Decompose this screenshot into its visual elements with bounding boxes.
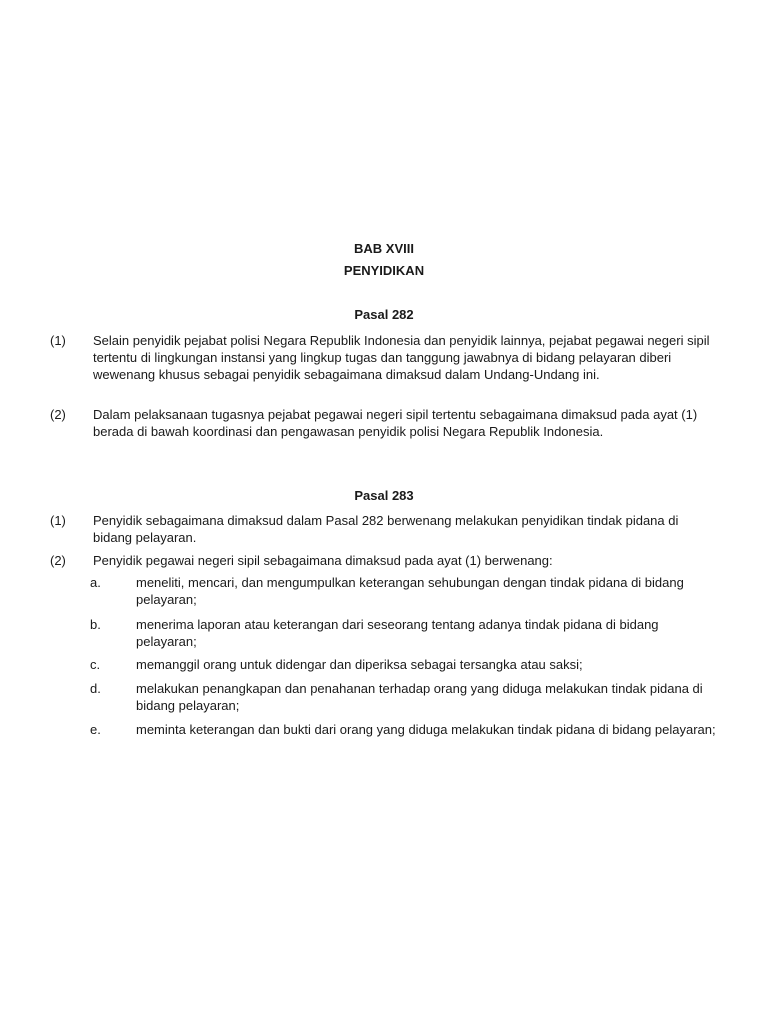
list-item-letter: c. bbox=[90, 657, 101, 672]
chapter-number: BAB XVIII bbox=[354, 241, 414, 256]
list-item-letter: e. bbox=[90, 722, 101, 737]
list-item-text: melakukan penangkapan dan penahanan terhadap orang yang diduga melakukan tindak pidana di bidang pelayaran; bbox=[136, 681, 703, 713]
list-item-letter: a. bbox=[90, 575, 101, 590]
pasal-283-heading: Pasal 283 bbox=[354, 488, 414, 503]
ayat-number: (1) bbox=[50, 513, 66, 528]
pasal-282-heading: Pasal 282 bbox=[354, 307, 414, 322]
list-item-text: meneliti, mencari, dan mengumpulkan keterangan sehubungan dengan tindak pidana di bidang pelayaran; bbox=[136, 575, 684, 607]
list-item-text: memanggil orang untuk didengar dan diperiksa sebagai tersangka atau saksi; bbox=[136, 657, 583, 672]
ayat-number: (2) bbox=[50, 553, 66, 568]
ayat-number: (2) bbox=[50, 407, 66, 422]
ayat-text: Penyidik sebagaimana dimaksud dalam Pasal 282 berwenang melakukan penyidikan tindak pidana di bidang pelayaran. bbox=[93, 513, 679, 545]
ayat-text: Dalam pelaksanaan tugasnya pejabat pegawai negeri sipil tertentu sebagaimana dimaksud pada ayat (1) berada di bawah koordinasi dan pengawasan penyidik polisi Negara Republik Indonesia. bbox=[93, 407, 698, 439]
chapter-title: PENYIDIKAN bbox=[343, 263, 425, 278]
list-item-letter: b. bbox=[90, 617, 101, 632]
list-item-text: menerima laporan atau keterangan dari seseorang tentang adanya tindak pidana di bidang pelayaran; bbox=[136, 617, 659, 649]
ayat-number: (1) bbox=[50, 333, 66, 348]
list-item-letter: d. bbox=[90, 681, 101, 696]
ayat-text: Selain penyidik pejabat polisi Negara Republik Indonesia dan penyidik lainnya, pejabat pegawai negeri sipil tertentu di lingkungan instansi yang lingkup tugas dan tanggung jawabnya di bidang pelayaran diberi wewenang khusus sebagai penyidik sebagaimana dimaksud dalam Undang-Undang ini. bbox=[93, 333, 710, 382]
list-item-text: meminta keterangan dan bukti dari orang yang diduga melakukan tindak pidana di bidang pelayaran; bbox=[136, 722, 716, 737]
ayat-text: Penyidik pegawai negeri sipil sebagaimana dimaksud pada ayat (1) berwenang: bbox=[93, 553, 553, 568]
